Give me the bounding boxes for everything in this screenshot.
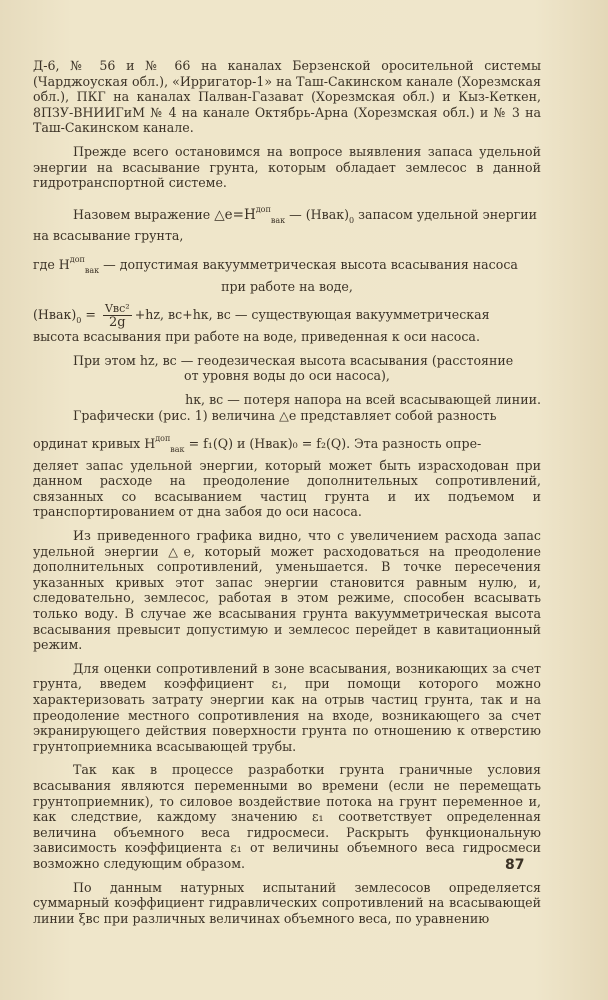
formula-subscript: вак bbox=[170, 445, 185, 455]
formula-tail-text: запасом удельной энергии bbox=[358, 206, 538, 222]
body-text bbox=[33, 58, 541, 926]
definition-hk: hк, вс — потеря напора на всей всасывающей линии. bbox=[185, 391, 541, 407]
definition-hz-cont: от уровня воды до оси насоса), bbox=[184, 368, 390, 384]
paragraph-1: Д-6, № 56 и № 66 на каналах Берзенской оросительной системы (Чарджоуская обл.), «Ирригатор-1» на Таш-Сакинском канале (Хорезмская обл.), ПКГ на каналах Палван-Газават (Хорезмская обл.) и Кыз-Кеткен, 8ПЗУ-ВНИИГиМ № 4 на канале Октябрь-Арна (Хорезмская обл.) и № 3 на Таш-Сакинском канале. bbox=[33, 58, 541, 136]
formula-continuation: при работе на воде, bbox=[221, 278, 353, 294]
graph-sentence: Графически (рис. 1) величина △e представляет собой разность bbox=[73, 407, 497, 423]
paragraph-6: Так как в процессе разработки грунта граничные условия всасывания являются переменными во времени (если не перемещать грунтоприемник), то силовое воздействие потока на грунт переменное и, как следствие, каждому значению ε₁ соответствует определенная величина объемного веса гидросмеси. Раскрыть функциональную зависимость коэффициента ε₁ от величины объемного веса гидросмеси возможно следующим образом. bbox=[33, 762, 541, 871]
formula-lead-text: где H bbox=[33, 256, 70, 272]
formula-tail-text: = f₁(Q) и (Hвак)₀ = f₂(Q). Эта разность опре- bbox=[188, 436, 482, 452]
paragraph-2: Прежде всего остановимся на вопросе выявления запаса удельной энергии на всасывание грунта, которым обладает землесос в данной гидротранспортной системе. bbox=[33, 143, 541, 191]
formula-h-allowable bbox=[33, 252, 541, 279]
definition-hz: При этом hz, вс — геодезическая высота всасывания (расстояние bbox=[73, 352, 514, 368]
formula-lhs: (Hвак) bbox=[33, 307, 77, 323]
formula-h-vak bbox=[33, 302, 541, 329]
formula-superscript: доп bbox=[69, 254, 85, 264]
paragraph-3: деляет запас удельной энергии, который может быть израсходован при данном расходе на преодоление дополнительных сопротивлений, связанных со всасыванием частиц грунта и их подъемом и транспортированием от дна забоя до оси насоса. bbox=[33, 457, 541, 520]
formula-superscript: доп bbox=[255, 204, 271, 214]
formula-continuation: высота всасывания при работе на воде, приведенная к оси насоса. bbox=[33, 329, 480, 345]
formula-term: — (Hвак) bbox=[289, 206, 349, 222]
paragraph-4: Из приведенного графика видно, что с увеличением расхода запас удельной энергии △e, который может расходоваться на преодоление дополнительных сопротивлений, уменьшается. В точке пересечения указанных кривых этот запас энергии становится равным нулю, и, следовательно, землесос, работая в этом режиме, способен всасывать только воду. В случае же всасывания грунта вакуумметрическая высота всасывания превысит допустимую и землесос перейдет в кавитационный режим. bbox=[33, 528, 541, 653]
formula-equals: = bbox=[85, 307, 96, 323]
formula-lead-text: ординат кривых H bbox=[33, 436, 156, 452]
paragraph-5: Для оценки сопротивлений в зоне всасывания, возникающих за счет грунта, введем коэффициент ε₁, при помощи которого можно характеризовать затрату энергии как на отрыв частиц грунта, так и на преодоление местного сопротивления на входе, возникающего за счет экранирующего действия поверхности грунта по отношению к отверстию грунтоприемника всасывающей трубы. bbox=[33, 660, 541, 754]
formula-fraction bbox=[103, 302, 132, 329]
formula-tail-text: — допустимая вакуумметрическая высота всасывания насоса bbox=[103, 256, 518, 272]
formula-zero-subscript: 0 bbox=[349, 215, 355, 225]
formula-zero-subscript: 0 bbox=[76, 316, 82, 326]
formula-expression: △e=H bbox=[214, 206, 256, 223]
paragraph-7: По данным натурных испытаний землесосов определяется суммарный коэффициент гидравлических сопротивлений на всасывающей линии ξвс при различных величинах объемного веса, по уравнению bbox=[33, 879, 541, 926]
formula-lead-text: Назовем выражение bbox=[73, 206, 211, 222]
fraction-denominator: 2g bbox=[109, 315, 126, 331]
formula-ordinates bbox=[33, 431, 541, 458]
fraction-numerator: Vвс² bbox=[104, 302, 130, 316]
formula-superscript: доп bbox=[155, 434, 171, 444]
formula-continuation: на всасывание грунта, bbox=[33, 228, 184, 244]
formula-subscript: вак bbox=[84, 265, 100, 275]
formula-subscript: вак bbox=[270, 215, 286, 225]
formula-delta-e bbox=[33, 202, 541, 229]
page-number: 87 bbox=[505, 857, 525, 873]
formula-tail-text: +hz, вс+hк, вс — существующая вакуумметрическая bbox=[134, 307, 490, 323]
